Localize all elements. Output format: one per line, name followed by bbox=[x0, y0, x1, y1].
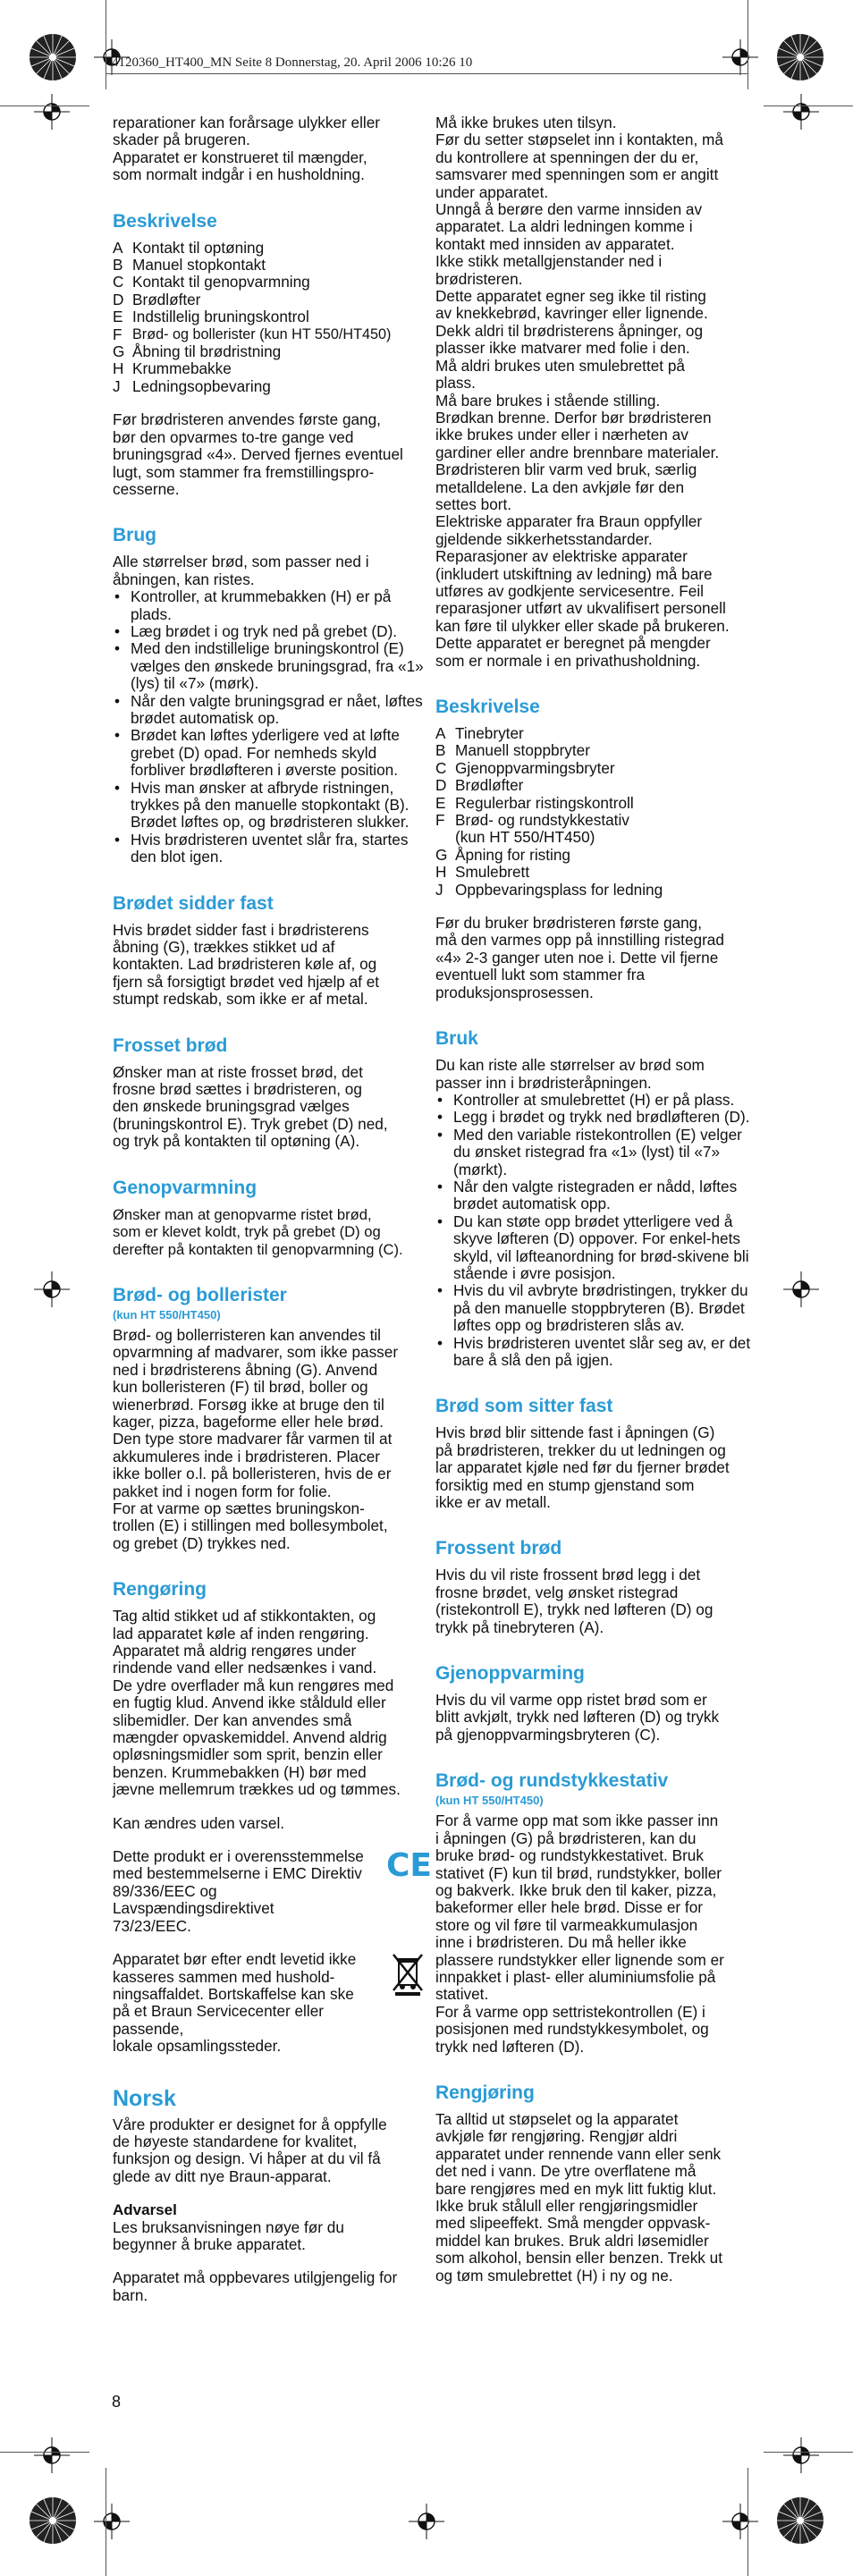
legend-text: Åbning til brødristning bbox=[132, 342, 282, 361]
norsk-intro: Våre produkter er designet for å oppfylle de høyeste standardene for kvalitet, funksjon og design. Vi håper at du vil få glede av ditt nye Braun-apparat. bbox=[113, 2115, 387, 2185]
legend-text: Smulebrett bbox=[455, 863, 530, 882]
section-title-stativ: Brød- og rundstykkestativ bbox=[435, 1770, 669, 1792]
ce-text: Dette produkt er i overensstemmelse med bestemmelserne i EMC Direktiv 89/336/EEC og Lavspændingsdirektivet 73/23/EEC. bbox=[113, 1847, 364, 1935]
rengjoring-text: Ta alltid ut støpselet og la apparatet avkjøle før rengjøring. Rengjør aldri apparatet under rennende vann eller senk det ned i vann. De ytre overflatene må bare rengjøres med en myk litt fuktig klut. Ikke bruk stålull eller rengjøringsmidler med slipeeffekt. Små mengder oppvask- middel kan brukes. Bruk aldri løsemidler som alkohol, bensin eller benzen. Trekk ut og tøm smulebrettet (H) i ny og ne. bbox=[435, 2109, 723, 2285]
section-title-frosset: Frosset brød bbox=[113, 1035, 228, 1056]
legend-item bbox=[435, 847, 753, 864]
legend-item bbox=[435, 777, 753, 794]
advarsel-text: Les bruksanvisningen nøye før du begynner å bruke apparatet. bbox=[113, 2217, 344, 2253]
legend-item bbox=[113, 308, 426, 325]
brug-list bbox=[113, 588, 426, 866]
legend-item bbox=[435, 760, 753, 777]
weee-text: Apparatet bør efter endt levetid ikke kasseres sammen med hushold- ningsaffaldet. Bortskaffelse kan ske på et Braun Servicecenter eller passende, lokale opsamlingssteder. bbox=[113, 1950, 357, 2056]
registration-rosette-icon bbox=[29, 2496, 77, 2545]
legend-key: H bbox=[435, 863, 447, 882]
danish-column bbox=[113, 114, 433, 2320]
legend-key: G bbox=[113, 342, 125, 361]
registration-rosette-icon bbox=[29, 33, 77, 81]
legend-key: B bbox=[435, 741, 446, 760]
legend-key: G bbox=[435, 845, 448, 864]
legend-text: Kontakt til optøning bbox=[132, 238, 265, 257]
legend-key: H bbox=[113, 359, 124, 378]
advarsel-heading: Advarsel bbox=[113, 2201, 177, 2219]
rengoring-text: Tag altid stikket ud af stikkontakten, og lad apparatet køle af inden rengøring. Apparatet må aldrig rengøres under rindende vand eller nedsænkes i vand. De ydre overflader må kun rengøres med en fugtig klud. Anvend ikke stålduld eller slibemidler. Der kan anvendes små mængder opvaskemiddel. Anvend aldrig opløsningsmidler som sprit, benzin eller benzen. Krummebakken (H) bør med jævne mellemrum trækkes ud og tømmes. bbox=[113, 1607, 401, 1799]
list-item: • Når den valgte bruningsgrad er nået, løftes brødet automatisk op. bbox=[113, 693, 426, 728]
children-warning: Apparatet må oppbevares utilgjengelig for barn. bbox=[113, 2268, 398, 2304]
legend-item bbox=[435, 725, 753, 742]
registration-crosshair-icon bbox=[783, 2437, 819, 2473]
legend-key: D bbox=[113, 290, 124, 308]
legend-text: Ledningsopbevaring bbox=[132, 376, 271, 395]
legend-item bbox=[113, 378, 426, 395]
legend-key: D bbox=[435, 776, 447, 795]
change-notice: Kan ændres uden varsel. bbox=[113, 1813, 285, 1832]
legend-key: E bbox=[113, 308, 123, 326]
legend-text: Manuel stopkontakt bbox=[132, 256, 266, 274]
header-rule bbox=[106, 73, 747, 74]
section-title-bollerister: Brød- og bollerister bbox=[113, 1284, 287, 1305]
section-title-brug: Brug bbox=[113, 525, 156, 546]
list-item: • Med den variable ristekontrollen (E) velger du ønsket ristegrad fra «1» (lyst) til «7» (mørkt). bbox=[435, 1127, 753, 1178]
page-number: 8 bbox=[112, 2393, 122, 2411]
legend-text: Krummebakke bbox=[132, 359, 232, 378]
legend-text: Manuell stoppbryter bbox=[455, 741, 590, 760]
section-title-norsk: Norsk bbox=[113, 2085, 176, 2111]
list-item: • Læg brødet i og tryk ned på grebet (D). bbox=[113, 623, 426, 640]
bruk-intro: Du kan riste alle størrelser av brød som passer inn i brødristeråpningen. bbox=[435, 1056, 705, 1092]
section-subtitle: (kun HT 550/HT450) bbox=[435, 1794, 544, 1808]
section-title-genopvarmning: Genopvarmning bbox=[113, 1177, 258, 1198]
bollerister-text: Brød- og bollerristeren kan anvendes til opvarmning af madvarer, som ikke passer ned i brødristerens åbning (G). Anvend kun bolleristeren (F) til brød, boller og wienerbrød. Forsøg ikke at bruge den til kager, pizza, bageforme eller hele brød. Den type store madvarer får varmen til at akkumuleres inde i brødristeren. Placer ikke boller o.l. på bollеristeren, hvis de er pakket ind i nogen form for folie. For at varme op sættes bruningskon- trollen (E) i stillingen med bollesymbolet, og grebet (D) trykkes ned. bbox=[113, 1325, 399, 1552]
section-title-sidder-fast: Brødet sidder fast bbox=[113, 892, 274, 914]
genopvarmning-text: Ønsker man at genopvarme ristet brød, som er klevet koldt, tryk på grebet (D) og derefter på kontakten til genopvarmning (C). bbox=[113, 1205, 403, 1258]
crop-line bbox=[764, 2452, 853, 2453]
legend-key: A bbox=[435, 724, 446, 742]
legend-key: C bbox=[435, 758, 447, 777]
legend-key: F bbox=[435, 811, 445, 830]
norwegian-column bbox=[435, 114, 753, 2301]
legend-text: Åpning for risting bbox=[455, 845, 570, 864]
registration-crosshair-icon bbox=[34, 1271, 70, 1307]
crop-line bbox=[0, 2452, 89, 2453]
legend-item bbox=[435, 795, 753, 812]
list-item: • Du kan støte opp brødet ytterligere ved å skyve løfteren (D) oppover. For enkel-hets skyld, vil løfteanordning for brød-skivene bli stående i øvre posisjon. bbox=[435, 1213, 753, 1283]
legend-text: Brødløfter bbox=[132, 290, 201, 308]
section-title-frossent: Frossent brød bbox=[435, 1538, 562, 1559]
legend-item bbox=[113, 274, 426, 291]
safety-text: Må ikke brukes uten tilsyn. Før du setter støpselet inn i kontakten, må du kontrollere at spenningen der du er, samsvarer med spenningen som er angitt under apparatet. Unngå å berøre den varme innsiden av apparatet. La aldri ledningen komme i kontakt med innsiden av apparatet. Ikke stikk metallgjenstander ned i brødristeren. Dette apparatet egner seg ikke til risting av knekkebrød, kavringer eller lignende. Dekk aldri til brødristerens åpninger, og plasser ikke matvarer med folie i den. Må aldri brukes uten smulebrettet på plass. Må bare brukes i stående stilling. Brødkan brenne. Derfor bør brødristeren ikke brukes under eller i nærheten av gardiner eller andre brennbare materialer. Brødristeren blir varm ved bruk, særlig metalldelene. La den avkjøle før den settes bort. Elektriske apparater fra Braun oppfyller gjeldende sikkerhetsstandarder. Reparasjoner av elektriske apparater (inkludert utskiftning av ledning) må bare utføres av godkjente servicesentre. Feil reparasjoner utført av ukvalifisert personell kan føre til ulykker eller skade på brukeren. Dette apparatet er beregnet på mengder som er normale i en privathusholdning. bbox=[435, 114, 730, 670]
list-item: • Hvis brødristeren uventet slår seg av, er det bare å slå den på igjen. bbox=[435, 1335, 753, 1370]
registration-crosshair-icon bbox=[94, 2504, 130, 2539]
first-use-paragraph: Før brødristeren anvendes første gang, bør den opvarmes to-tre gange ved bruningsgrad «4». Derved fjernes eventuel lugt, som stammer fra fremstillingspro- cesserne. bbox=[113, 410, 403, 498]
danish-intro: reparationer kan forårsage ulykker eller skader på brugeren. Apparatet er konstrueret til mængder, som normalt indgår i en husholdning. bbox=[113, 114, 381, 184]
frosset-text: Ønsker man at riste frosset brød, det frosne brød sættes i brødristeren, og den ønskede bruningsgrad vælges (bruningskontrol E). Tryk grebet (D) ned, og tryk på kontakten til optøning (A). bbox=[113, 1062, 388, 1151]
section-subtitle: (kun HT 550/HT450) bbox=[113, 1307, 221, 1322]
legend-text: Brød- og bollerister (kun HT 550/HT450) bbox=[132, 325, 392, 342]
section-title-sitter-fast: Brød som sitter fast bbox=[435, 1396, 613, 1417]
registration-crosshair-icon bbox=[722, 2504, 758, 2539]
stativ-text: For å varme opp mat som ikke passer inn i åpningen (G) på brødristeren, kan du bruke brød- og rundstykkestativet. Bruk stativet (F) kun til brød, rundstykker, boller og bakverk. Ikke bruk den til kaker, pizza, bakeformer eller hele brød. Disse er for store og vil føre til varmeakkumulasjon inne i brødristeren. Du må heller ikke plassere rundstykker eller lignende som er innpakket i plast- eller aluminiumsfolie på stativet. For å varme opp settristekontrollen (E) i posisjonen med rundstykkesymbolet, og trykk ned løfteren (D). bbox=[435, 1812, 724, 2056]
list-item: • Når den valgte ristegraden er nådd, løftes brødet automatisk opp. bbox=[435, 1178, 753, 1213]
frossent-text: Hvis du vil riste frossent brød legg i det frosne brødet, velg ønsket ristegrad (ristekontroll E), trykk ned løfteren (D) og trykk på tinebryteren (A). bbox=[435, 1566, 714, 1636]
list-item: • Kontroller, at krummebakken (H) er på plads. bbox=[113, 588, 426, 623]
legend-item bbox=[113, 326, 426, 343]
crop-line bbox=[747, 0, 748, 89]
legend-text: Indstillelig bruningskontrol bbox=[132, 308, 309, 326]
list-item: • Brødet kan løftes yderligere ved at løfte grebet (D) opad. For nemheds skyld forbliver brødløfteren i øverste position. bbox=[113, 727, 426, 779]
legend-key: C bbox=[113, 273, 124, 291]
weee-disposal bbox=[113, 1951, 426, 2055]
section-title-bruk: Bruk bbox=[435, 1028, 478, 1050]
legend-item bbox=[113, 343, 426, 360]
legend-item bbox=[113, 291, 426, 308]
list-item: • Kontroller at smulebrettet (H) er på plass. bbox=[435, 1092, 753, 1109]
legend-text: Regulerbar ristingskontroll bbox=[455, 793, 634, 812]
legend-key: E bbox=[435, 793, 446, 812]
legend-text: Brødløfter bbox=[455, 776, 524, 795]
registration-crosshair-icon bbox=[34, 94, 70, 130]
legend-text: Kontakt til genopvarmning bbox=[132, 273, 310, 291]
legend-item bbox=[435, 812, 753, 847]
bruk-list bbox=[435, 1092, 753, 1370]
legend-text: Oppbevaringsplass for ledning bbox=[455, 880, 663, 899]
brug-intro: Alle størrelser brød, som passer ned i åbningen, kan ristes. bbox=[113, 553, 369, 588]
crop-line bbox=[747, 2468, 748, 2576]
registration-crosshair-icon bbox=[722, 39, 758, 75]
registration-rosette-icon bbox=[776, 2496, 824, 2545]
list-item: • Hvis brødristeren uventet slår fra, startes den blot igen. bbox=[113, 832, 426, 866]
legend-key: J bbox=[435, 880, 443, 899]
registration-crosshair-icon bbox=[409, 2504, 444, 2539]
sidder-fast-text: Hvis brødet sidder fast i brødristerens åbning (G), trækkes stikket ud af kontakten. Lad brødristeren køle af, og fjern så forsigtigt brødet ved hjælp af et stumpt redskab, som ikke er af metal. bbox=[113, 920, 380, 1009]
registration-rosette-icon bbox=[776, 33, 824, 81]
legend-key: J bbox=[113, 376, 121, 395]
legend-item bbox=[113, 360, 426, 377]
legend-item bbox=[435, 742, 753, 759]
print-header: 4120360_HT400_MN Seite 8 Donnerstag, 20. April 2006 10:26 10 bbox=[112, 55, 473, 70]
sitter-fast-text: Hvis brød blir sittende fast i åpningen (G) på brødristeren, trekker du ut ledningen og lar apparatet kjøle ned før du fjerner brødet forsiktig med en stump gjenstand som ikke er av metall. bbox=[435, 1423, 730, 1512]
legend-text: Brød- og rundstykkestativ (kun HT 550/HT450) bbox=[455, 811, 629, 847]
registration-crosshair-icon bbox=[783, 1271, 819, 1307]
legend-text: Tinebryter bbox=[455, 724, 524, 742]
legend-key: A bbox=[113, 238, 123, 257]
section-title-rengjoring: Rengjøring bbox=[435, 2082, 535, 2103]
registration-crosshair-icon bbox=[34, 2437, 70, 2473]
section-title-beskrivelse: Beskrivelse bbox=[435, 697, 540, 717]
first-use-paragraph: Før du bruker brødristeren første gang, må den varmes opp på innstilling ristegrad «4» 2-3 ganger uten noe i. Dette vil fjerne eventuell lukt som stammer fra produksjonsprosessen. bbox=[435, 914, 724, 1001]
ce-mark-icon: CE bbox=[386, 1847, 433, 1885]
section-title-gjenoppvarming: Gjenoppvarming bbox=[435, 1663, 585, 1685]
ce-compliance bbox=[113, 1847, 433, 1935]
legend-key: B bbox=[113, 256, 123, 274]
list-item: • Hvis man ønsker at afbryde ristningen, trykkes på den manuelle stopkontakt (B). Brødet løftes op, og brødristeren slukker. bbox=[113, 780, 426, 832]
legend-item bbox=[435, 882, 753, 899]
parts-legend bbox=[113, 240, 426, 396]
section-title-beskrivelse: Beskrivelse bbox=[113, 210, 217, 232]
legend-item bbox=[435, 864, 753, 881]
gjenoppvarming-text: Hvis du vil varme opp ristet brød som er blitt avkjølt, trykk ned løfteren (D) og trykk på gjenoppvarmingsbryteren (C). bbox=[435, 1691, 720, 1744]
list-item: • Med den indstillelige bruningskontrol (E) vælges den ønskede bruningsgrad, fra «1» (lys) til «7» (mørk). bbox=[113, 640, 426, 692]
registration-crosshair-icon bbox=[783, 94, 819, 130]
section-title-rengoring: Rengøring bbox=[113, 1579, 207, 1600]
parts-legend bbox=[435, 725, 753, 899]
list-item: • Legg i brødet og trykk ned brødløfteren (D). bbox=[435, 1109, 753, 1126]
crossed-out-bin-icon bbox=[390, 1951, 426, 1996]
legend-item bbox=[113, 257, 426, 274]
legend-text: Gjenoppvarmingsbryter bbox=[455, 758, 615, 777]
legend-key: F bbox=[113, 325, 122, 343]
list-item: • Hvis du vil avbryte brødristingen, trykker du på den manuelle stoppbryteren (B). Brødet løftes opp og brødristeren slås av. bbox=[435, 1282, 753, 1334]
legend-item bbox=[113, 240, 426, 257]
